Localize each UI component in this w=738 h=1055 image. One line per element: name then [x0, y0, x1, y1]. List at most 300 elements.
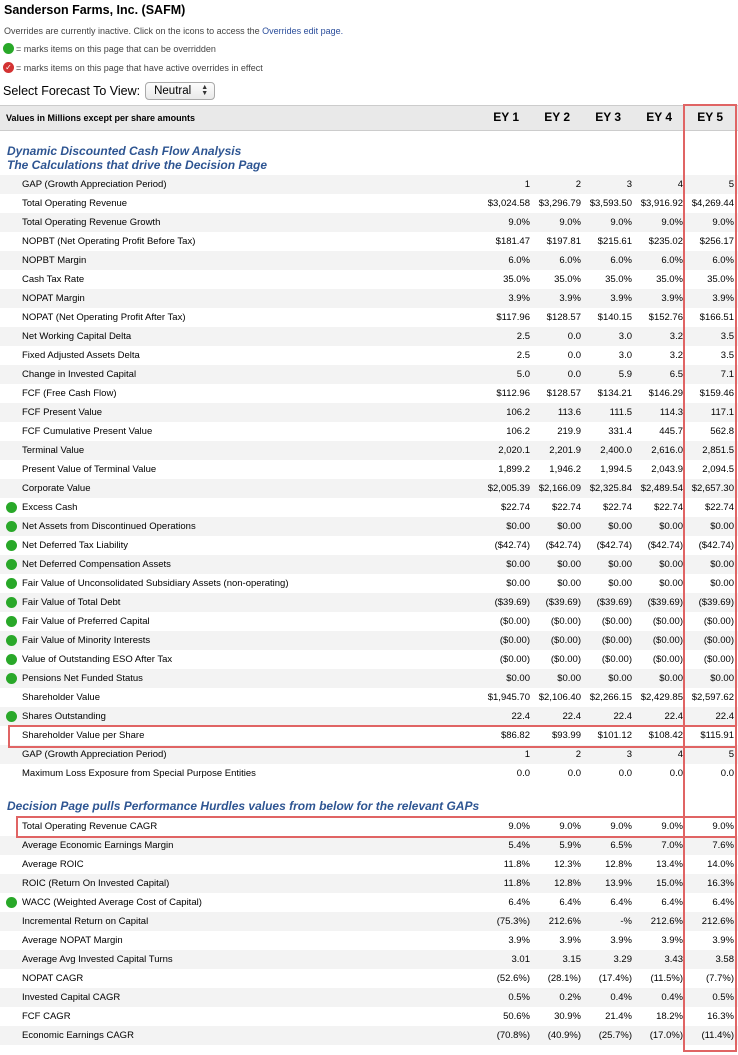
table-header	[0, 105, 738, 131]
cell-ey1: 35.0%	[503, 274, 530, 285]
cell-ey1: ($42.74)	[494, 540, 530, 551]
cell-ey1: 106.2	[506, 426, 530, 437]
cell-ey1: 11.8%	[503, 878, 530, 889]
cell-ey1: 9.0%	[508, 217, 530, 228]
cell-ey4: (17.0%)	[649, 1030, 683, 1041]
override-icon[interactable]	[6, 521, 17, 532]
cell-ey2: $0.00	[557, 578, 581, 589]
cell-ey4: $0.00	[659, 673, 683, 684]
table-row	[0, 194, 738, 213]
cell-ey4: 4	[677, 749, 683, 760]
cell-ey2: 2	[575, 749, 581, 760]
cell-ey4: 9.0%	[661, 821, 683, 832]
cell-ey5: (11.4%)	[701, 1030, 734, 1041]
table-row	[0, 479, 738, 498]
cell-ey5: 3.5	[720, 331, 734, 342]
forecast-selector-row	[3, 82, 215, 100]
cell-ey4: 0.4%	[661, 992, 683, 1003]
cell-ey1: 1	[524, 749, 530, 760]
row-label: Net Deferred Compensation Assets	[22, 559, 171, 570]
override-icon[interactable]	[6, 616, 17, 627]
table-row	[0, 346, 738, 365]
cell-ey4: ($42.74)	[647, 540, 683, 551]
cell-ey5: 7.6%	[712, 840, 734, 851]
forecast-label: Select Forecast To View:	[3, 84, 141, 98]
table-row	[0, 384, 738, 403]
cell-ey4: $235.02	[648, 236, 683, 247]
table-row	[0, 175, 738, 194]
cell-ey1: $112.96	[496, 388, 530, 399]
cell-ey2: 2,201.9	[549, 445, 581, 456]
cell-ey5: 5	[728, 179, 734, 190]
row-label: Net Assets from Discontinued Operations	[22, 521, 196, 532]
table-row	[0, 289, 738, 308]
cell-ey2: 9.0%	[559, 821, 581, 832]
cell-ey3: 3	[626, 179, 632, 190]
cell-ey2: 5.9%	[559, 840, 581, 851]
cell-ey4: 6.0%	[661, 255, 683, 266]
table-row	[0, 517, 738, 536]
overrides-edit-link[interactable]: Overrides edit page.	[262, 26, 344, 36]
cell-ey1: $22.74	[500, 502, 530, 513]
cell-ey3: 5.9	[618, 369, 632, 380]
cell-ey2: 0.0	[567, 350, 581, 361]
table-row	[0, 441, 738, 460]
row-label: Cash Tax Rate	[22, 274, 85, 285]
row-label: Change in Invested Capital	[22, 369, 137, 380]
table-row	[0, 365, 738, 384]
cell-ey1: $0.00	[506, 578, 530, 589]
section-dcf-subtitle: The Calculations that drive the Decision Page	[7, 158, 268, 172]
cell-ey1: 3.9%	[508, 935, 530, 946]
cell-ey3: (25.7%)	[598, 1030, 632, 1041]
cell-ey3: 6.4%	[610, 897, 632, 908]
cell-ey3: $215.61	[597, 236, 632, 247]
row-label: Excess Cash	[22, 502, 78, 513]
override-icon[interactable]	[6, 578, 17, 589]
override-icon[interactable]	[6, 711, 17, 722]
cell-ey2: ($0.00)	[550, 635, 581, 646]
cell-ey1: 2.5	[516, 350, 530, 361]
cell-ey5: 9.0%	[712, 821, 734, 832]
cell-ey1: (70.8%)	[496, 1030, 530, 1041]
cell-ey5: 7.1	[720, 369, 734, 380]
legend-overridable	[3, 43, 216, 54]
section-dcf-heading	[7, 144, 267, 172]
table-row	[0, 912, 738, 931]
cell-ey2: ($39.69)	[545, 597, 581, 608]
cell-ey4: ($0.00)	[652, 635, 683, 646]
table-row	[0, 232, 738, 251]
cell-ey4: $146.29	[648, 388, 683, 399]
row-label: Economic Earnings CAGR	[22, 1030, 134, 1041]
cell-ey4: 9.0%	[661, 217, 683, 228]
cell-ey2: 12.8%	[554, 878, 581, 889]
cell-ey1: 3.01	[511, 954, 530, 965]
row-label: Maximum Loss Exposure from Special Purpose Entities	[22, 768, 256, 779]
cell-ey2: 0.0	[567, 331, 581, 342]
cell-ey3: 3.29	[613, 954, 632, 965]
cell-ey2: 6.4%	[559, 897, 581, 908]
cell-ey2: $2,106.40	[538, 692, 581, 703]
cell-ey5: $0.00	[710, 521, 734, 532]
table-row	[0, 631, 738, 650]
cell-ey3: 35.0%	[605, 274, 632, 285]
cell-ey4: 2,043.9	[651, 464, 683, 475]
cell-ey3: 13.9%	[605, 878, 632, 889]
cell-ey5: $256.17	[699, 236, 734, 247]
cell-ey2: 3.15	[562, 954, 581, 965]
cell-ey2: $0.00	[557, 559, 581, 570]
column-header-ey3: EY 3	[595, 110, 621, 124]
legend-overridable-text: = marks items on this page that can be overridden	[16, 43, 216, 54]
cell-ey2: 30.9%	[554, 1011, 581, 1022]
cell-ey3: 21.4%	[605, 1011, 632, 1022]
cell-ey5: $2,657.30	[691, 483, 734, 494]
cell-ey5: ($0.00)	[703, 654, 734, 665]
cell-ey5: ($0.00)	[703, 616, 734, 627]
cell-ey1: 0.0	[516, 768, 530, 779]
cell-ey5: $115.91	[700, 730, 734, 741]
cell-ey1: 1,899.2	[498, 464, 530, 475]
forecast-select[interactable]	[145, 82, 215, 100]
cell-ey5: 3.9%	[712, 935, 734, 946]
cell-ey1: 6.0%	[508, 255, 530, 266]
cell-ey1: 6.4%	[508, 897, 530, 908]
cell-ey4: 0.0	[669, 768, 683, 779]
cell-ey4: 3.9%	[661, 935, 683, 946]
cell-ey5: 3.9%	[712, 293, 734, 304]
cell-ey3: 3	[626, 749, 632, 760]
cell-ey5: 6.0%	[712, 255, 734, 266]
cell-ey2: $128.57	[546, 388, 581, 399]
cell-ey3: 0.4%	[610, 992, 632, 1003]
cell-ey4: 35.0%	[656, 274, 683, 285]
cell-ey5: $159.46	[699, 388, 734, 399]
table-row	[0, 669, 738, 688]
page-title: Sanderson Farms, Inc. (SAFM)	[4, 3, 186, 17]
table-row	[0, 931, 738, 950]
cell-ey2: 12.3%	[554, 859, 581, 870]
cell-ey3: 1,994.5	[600, 464, 632, 475]
cell-ey4: 212.6%	[650, 916, 683, 927]
cell-ey2: 113.6	[557, 407, 581, 418]
cell-ey3: 6.0%	[610, 255, 632, 266]
row-label: Fair Value of Minority Interests	[22, 635, 151, 646]
table-row	[0, 498, 738, 517]
green-dot-icon	[3, 43, 14, 54]
cell-ey3: $0.00	[608, 521, 632, 532]
cell-ey5: 16.3%	[707, 878, 734, 889]
table-row	[0, 422, 738, 441]
cell-ey2: $128.57	[546, 312, 581, 323]
cell-ey3: $0.00	[608, 559, 632, 570]
row-label: FCF Cumulative Present Value	[22, 426, 153, 437]
cell-ey4: 15.0%	[656, 878, 683, 889]
cell-ey3: $22.74	[602, 502, 632, 513]
cell-ey5: 3.5	[720, 350, 734, 361]
cell-ey4: $0.00	[659, 521, 683, 532]
cell-ey5: 16.3%	[707, 1011, 734, 1022]
cell-ey1: $181.47	[495, 236, 530, 247]
row-label: Shareholder Value	[22, 692, 100, 703]
override-icon[interactable]	[6, 654, 17, 665]
cell-ey4: $152.76	[648, 312, 683, 323]
cell-ey1: $117.96	[496, 312, 530, 323]
cell-ey5: 22.4	[715, 711, 734, 722]
cell-ey1: 3.9%	[508, 293, 530, 304]
cell-ey4: $3,916.92	[640, 198, 683, 209]
cell-ey3: 6.5%	[610, 840, 632, 851]
row-label: Terminal Value	[22, 445, 85, 456]
table-row	[0, 855, 738, 874]
row-label: FCF (Free Cash Flow)	[22, 388, 117, 399]
cell-ey2: (28.1%)	[547, 973, 581, 984]
cell-ey4: ($0.00)	[652, 654, 683, 665]
row-label: Incremental Return on Capital	[22, 916, 149, 927]
cell-ey4: 18.2%	[656, 1011, 683, 1022]
row-label: Average Economic Earnings Margin	[22, 840, 174, 851]
cell-ey5: $0.00	[710, 559, 734, 570]
cell-ey2: $0.00	[557, 673, 581, 684]
cell-ey3: (17.4%)	[598, 973, 632, 984]
table-row	[0, 650, 738, 669]
cell-ey3: $2,325.84	[589, 483, 632, 494]
override-icon[interactable]	[6, 673, 17, 684]
table-row	[0, 213, 738, 232]
table-row	[0, 555, 738, 574]
cell-ey5: $0.00	[710, 673, 734, 684]
cell-ey5: ($0.00)	[703, 635, 734, 646]
column-header-ey5: EY 5	[697, 110, 723, 124]
table-row	[0, 251, 738, 270]
cell-ey3: $0.00	[608, 673, 632, 684]
row-label: Net Working Capital Delta	[22, 331, 132, 342]
cell-ey1: 2.5	[516, 331, 530, 342]
row-label: Total Operating Revenue	[22, 198, 128, 209]
override-icon[interactable]	[6, 559, 17, 570]
cell-ey4: $108.42	[648, 730, 683, 741]
row-label: Value of Outstanding ESO After Tax	[22, 654, 173, 665]
cell-ey4: $0.00	[659, 578, 683, 589]
cell-ey3: $2,266.15	[589, 692, 632, 703]
row-label: GAP (Growth Appreciation Period)	[22, 749, 167, 760]
cell-ey3: ($42.74)	[596, 540, 632, 551]
override-icon[interactable]	[6, 597, 17, 608]
cell-ey3: 3.0	[618, 350, 632, 361]
table-row	[0, 536, 738, 555]
cell-ey4: ($0.00)	[652, 616, 683, 627]
section-dcf-title: Dynamic Discounted Cash Flow Analysis	[7, 144, 242, 158]
cell-ey4: ($39.69)	[647, 597, 683, 608]
cell-ey3: 0.0	[618, 768, 632, 779]
cell-ey4: 3.2	[669, 350, 683, 361]
cell-ey3: 3.9%	[610, 293, 632, 304]
table-row	[0, 950, 738, 969]
cell-ey1: 5.4%	[508, 840, 530, 851]
cell-ey2: 0.2%	[559, 992, 581, 1003]
row-label: FCF CAGR	[22, 1011, 71, 1022]
cell-ey5: 9.0%	[712, 217, 734, 228]
cell-ey1: 50.6%	[503, 1011, 530, 1022]
row-label: NOPBT (Net Operating Profit Before Tax)	[22, 236, 196, 247]
cell-ey4: 445.7	[659, 426, 683, 437]
cell-ey4: 6.5	[669, 369, 683, 380]
cell-ey1: $2,005.39	[487, 483, 530, 494]
units-label: Values in Millions except per share amounts	[6, 113, 196, 123]
cell-ey4: 22.4	[664, 711, 683, 722]
cell-ey2: ($42.74)	[545, 540, 581, 551]
cell-ey4: 3.2	[669, 331, 683, 342]
cell-ey2: $0.00	[557, 521, 581, 532]
cell-ey3: 12.8%	[605, 859, 632, 870]
section-hurdles-title: Decision Page pulls Performance Hurdles values from below for the relevant GAPs	[7, 799, 480, 813]
select-arrows-icon: ▲ ▼	[201, 84, 209, 97]
table-row	[0, 688, 738, 707]
override-icon[interactable]	[6, 502, 17, 513]
cell-ey2: 219.9	[557, 426, 581, 437]
row-label: Shareholder Value per Share	[22, 730, 145, 741]
cell-ey4: $2,489.54	[640, 483, 683, 494]
table-row	[0, 403, 738, 422]
table-row	[0, 893, 738, 912]
legend-active-override-text: = marks items on this page that have active overrides in effect	[16, 62, 263, 73]
cell-ey3: $134.21	[597, 388, 632, 399]
override-icon[interactable]	[6, 540, 17, 551]
cell-ey1: (52.6%)	[496, 973, 530, 984]
cell-ey2: ($0.00)	[550, 654, 581, 665]
row-label: Invested Capital CAGR	[22, 992, 121, 1003]
cell-ey3: 9.0%	[610, 821, 632, 832]
cell-ey1: $0.00	[506, 673, 530, 684]
cell-ey4: 6.4%	[661, 897, 683, 908]
row-label: Average NOPAT Margin	[22, 935, 123, 946]
cell-ey2: ($0.00)	[550, 616, 581, 627]
cell-ey4: $2,429.85	[640, 692, 683, 703]
table-row	[0, 1026, 738, 1045]
cell-ey4: 3.9%	[661, 293, 683, 304]
table-row	[0, 612, 738, 631]
cell-ey2: 35.0%	[554, 274, 581, 285]
intro-message: Overrides are currently inactive. Click on the icons to access the	[4, 26, 260, 36]
cell-ey2: 22.4	[562, 711, 581, 722]
cell-ey3: -%	[620, 916, 632, 927]
table-row	[0, 726, 738, 745]
table-row	[0, 969, 738, 988]
table-row	[0, 745, 738, 764]
cell-ey1: 2,020.1	[498, 445, 530, 456]
cell-ey3: ($0.00)	[601, 616, 632, 627]
intro-text	[4, 26, 343, 36]
cell-ey1: $3,024.58	[487, 198, 530, 209]
table-row	[0, 817, 738, 836]
cell-ey5: $0.00	[710, 578, 734, 589]
cell-ey1: ($0.00)	[499, 616, 530, 627]
cell-ey1: 106.2	[506, 407, 530, 418]
cell-ey4: (11.5%)	[650, 973, 683, 984]
cell-ey1: $1,945.70	[487, 692, 530, 703]
cell-ey5: 35.0%	[707, 274, 734, 285]
cell-ey2: $22.74	[551, 502, 581, 513]
cell-ey2: 9.0%	[559, 217, 581, 228]
cell-ey2: 3.9%	[559, 293, 581, 304]
row-label: NOPAT CAGR	[22, 973, 84, 984]
cell-ey3: ($39.69)	[596, 597, 632, 608]
cell-ey1: ($39.69)	[494, 597, 530, 608]
cell-ey2: (40.9%)	[547, 1030, 581, 1041]
cell-ey2: 2	[575, 179, 581, 190]
row-label: FCF Present Value	[22, 407, 103, 418]
cell-ey1: ($0.00)	[499, 654, 530, 665]
table-row	[0, 1007, 738, 1026]
cell-ey3: 3.0	[618, 331, 632, 342]
column-header-ey1: EY 1	[493, 110, 519, 124]
cell-ey1: (75.3%)	[496, 916, 530, 927]
cell-ey3: 22.4	[613, 711, 632, 722]
cell-ey5: $166.51	[699, 312, 734, 323]
cell-ey3: $101.12	[597, 730, 632, 741]
table-row	[0, 836, 738, 855]
cell-ey3: 111.5	[609, 407, 632, 418]
cell-ey1: 22.4	[511, 711, 530, 722]
cell-ey1: $0.00	[506, 559, 530, 570]
override-icon[interactable]	[6, 635, 17, 646]
legend-active-override	[3, 62, 263, 73]
cell-ey3: 331.4	[608, 426, 632, 437]
table-row	[0, 593, 738, 612]
cell-ey2: 212.6%	[548, 916, 581, 927]
cell-ey5: (7.7%)	[706, 973, 734, 984]
row-label: Total Operating Revenue CAGR	[22, 821, 158, 832]
cell-ey1: $86.82	[500, 730, 530, 741]
red-check-icon: ✓	[3, 62, 14, 73]
cell-ey3: 9.0%	[610, 217, 632, 228]
table-row	[0, 988, 738, 1007]
row-label: ROIC (Return On Invested Capital)	[22, 878, 170, 889]
cell-ey4: 2,616.0	[651, 445, 683, 456]
override-icon[interactable]	[6, 897, 17, 908]
cell-ey4: 3.43	[664, 954, 683, 965]
row-label: Average Avg Invested Capital Turns	[22, 954, 173, 965]
cell-ey5: 2,851.5	[702, 445, 734, 456]
cell-ey3: $140.15	[597, 312, 632, 323]
cell-ey5: $2,597.62	[691, 692, 734, 703]
cell-ey5: 2,094.5	[702, 464, 734, 475]
table-row	[0, 707, 738, 726]
column-header-ey2: EY 2	[544, 110, 570, 124]
cell-ey3: 2,400.0	[600, 445, 632, 456]
row-label: Fair Value of Total Debt	[22, 597, 121, 608]
row-label: Shares Outstanding	[22, 711, 106, 722]
cell-ey4: $0.00	[659, 559, 683, 570]
cell-ey4: 13.4%	[656, 859, 683, 870]
row-label: Fixed Adjusted Assets Delta	[22, 350, 140, 361]
cell-ey1: 11.8%	[503, 859, 530, 870]
cell-ey3: 3.9%	[610, 935, 632, 946]
cell-ey5: 562.8	[710, 426, 734, 437]
cell-ey1: 1	[524, 179, 530, 190]
table-row	[0, 874, 738, 893]
cell-ey4: 4	[677, 179, 683, 190]
cell-ey5: 212.6%	[701, 916, 734, 927]
cell-ey5: 14.0%	[707, 859, 734, 870]
row-label: NOPAT Margin	[22, 293, 85, 304]
cell-ey2: 3.9%	[559, 935, 581, 946]
row-label: Net Deferred Tax Liability	[22, 540, 128, 551]
column-header-ey4: EY 4	[646, 110, 672, 124]
cell-ey5: 6.4%	[712, 897, 734, 908]
cell-ey2: $93.99	[551, 730, 581, 741]
